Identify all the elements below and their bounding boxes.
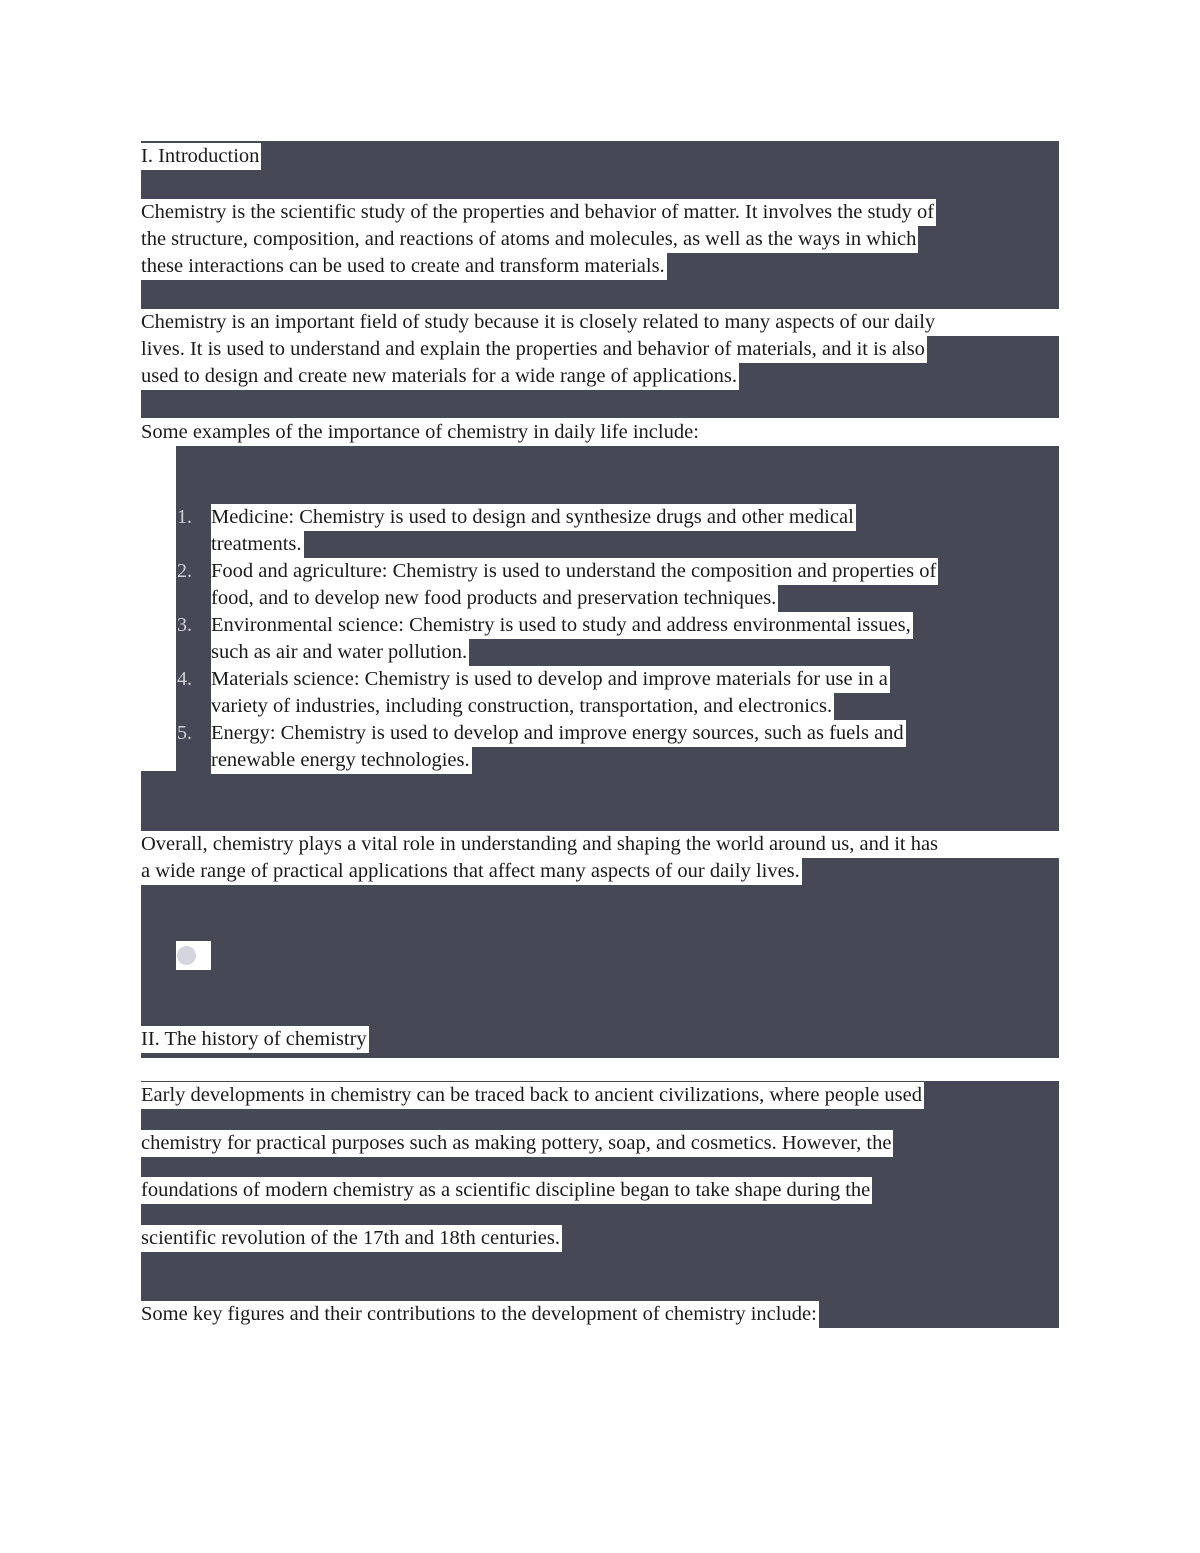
key-figures-intro: Some key figures and their contributions to the development of chemistry include: (141, 1301, 819, 1328)
paragraph-line: Chemistry is the scientific study of the properties and behavior of matter. It involves the study of (141, 199, 936, 226)
list-number: 4. (177, 668, 192, 690)
examples-intro: Some examples of the importance of chemistry in daily life include: (141, 419, 701, 446)
list-item-line: such as air and water pollution. (211, 639, 469, 666)
section-heading-introduction: I. Introduction (141, 143, 261, 170)
conclusion-line: a wide range of practical applications that affect many aspects of our daily lives. (141, 858, 802, 885)
list-item-line: Materials science: Chemistry is used to develop and improve materials for use in a (211, 666, 890, 693)
list-item-line: Energy: Chemistry is used to develop and improve energy sources, such as fuels and (211, 720, 906, 747)
paragraph-line: lives. It is used to understand and explain the properties and behavior of materials, and it is also (141, 336, 927, 363)
list-item-line: variety of industries, including construction, transportation, and electronics. (211, 693, 834, 720)
paragraph-line: chemistry for practical purposes such as making pottery, soap, and cosmetics. However, the (141, 1130, 893, 1157)
list-item-line: food, and to develop new food products and preservation techniques. (211, 585, 778, 612)
list-item-line: Food and agriculture: Chemistry is used to understand the composition and properties of (211, 558, 938, 585)
paragraph-line: Chemistry is an important field of study because it is closely related to many aspects of our daily (141, 309, 937, 336)
list-number: 3. (177, 614, 192, 636)
paragraph-line: scientific revolution of the 17th and 18th centuries. (141, 1225, 562, 1252)
list-item-line: treatments. (211, 531, 304, 558)
list-number: 2. (177, 560, 192, 582)
highlight-block (176, 446, 1059, 507)
highlight-block (141, 771, 1059, 831)
paragraph-line: Early developments in chemistry can be traced back to ancient civilizations, where people used (141, 1082, 924, 1109)
list-number: 5. (177, 722, 192, 744)
list-item-line: renewable energy technologies. (211, 747, 472, 774)
conclusion-line: Overall, chemistry plays a vital role in understanding and shaping the world around us, and it has (141, 831, 940, 858)
paragraph-line: used to design and create new materials for a wide range of applications. (141, 363, 739, 390)
bullet-icon (177, 946, 196, 965)
section-heading-history: II. The history of chemistry (141, 1026, 369, 1053)
paragraph-line: the structure, composition, and reactions of atoms and molecules, as well as the ways in which (141, 226, 918, 253)
list-item-line: Environmental science: Chemistry is used to study and address environmental issues, (211, 612, 913, 639)
paragraph-line: these interactions can be used to create and transform materials. (141, 253, 667, 280)
paragraph-line: foundations of modern chemistry as a scientific discipline began to take shape during the (141, 1177, 872, 1204)
list-item-line: Medicine: Chemistry is used to design and synthesize drugs and other medical (211, 504, 856, 531)
highlight-block (141, 1081, 1059, 1328)
list-number: 1. (177, 506, 192, 528)
